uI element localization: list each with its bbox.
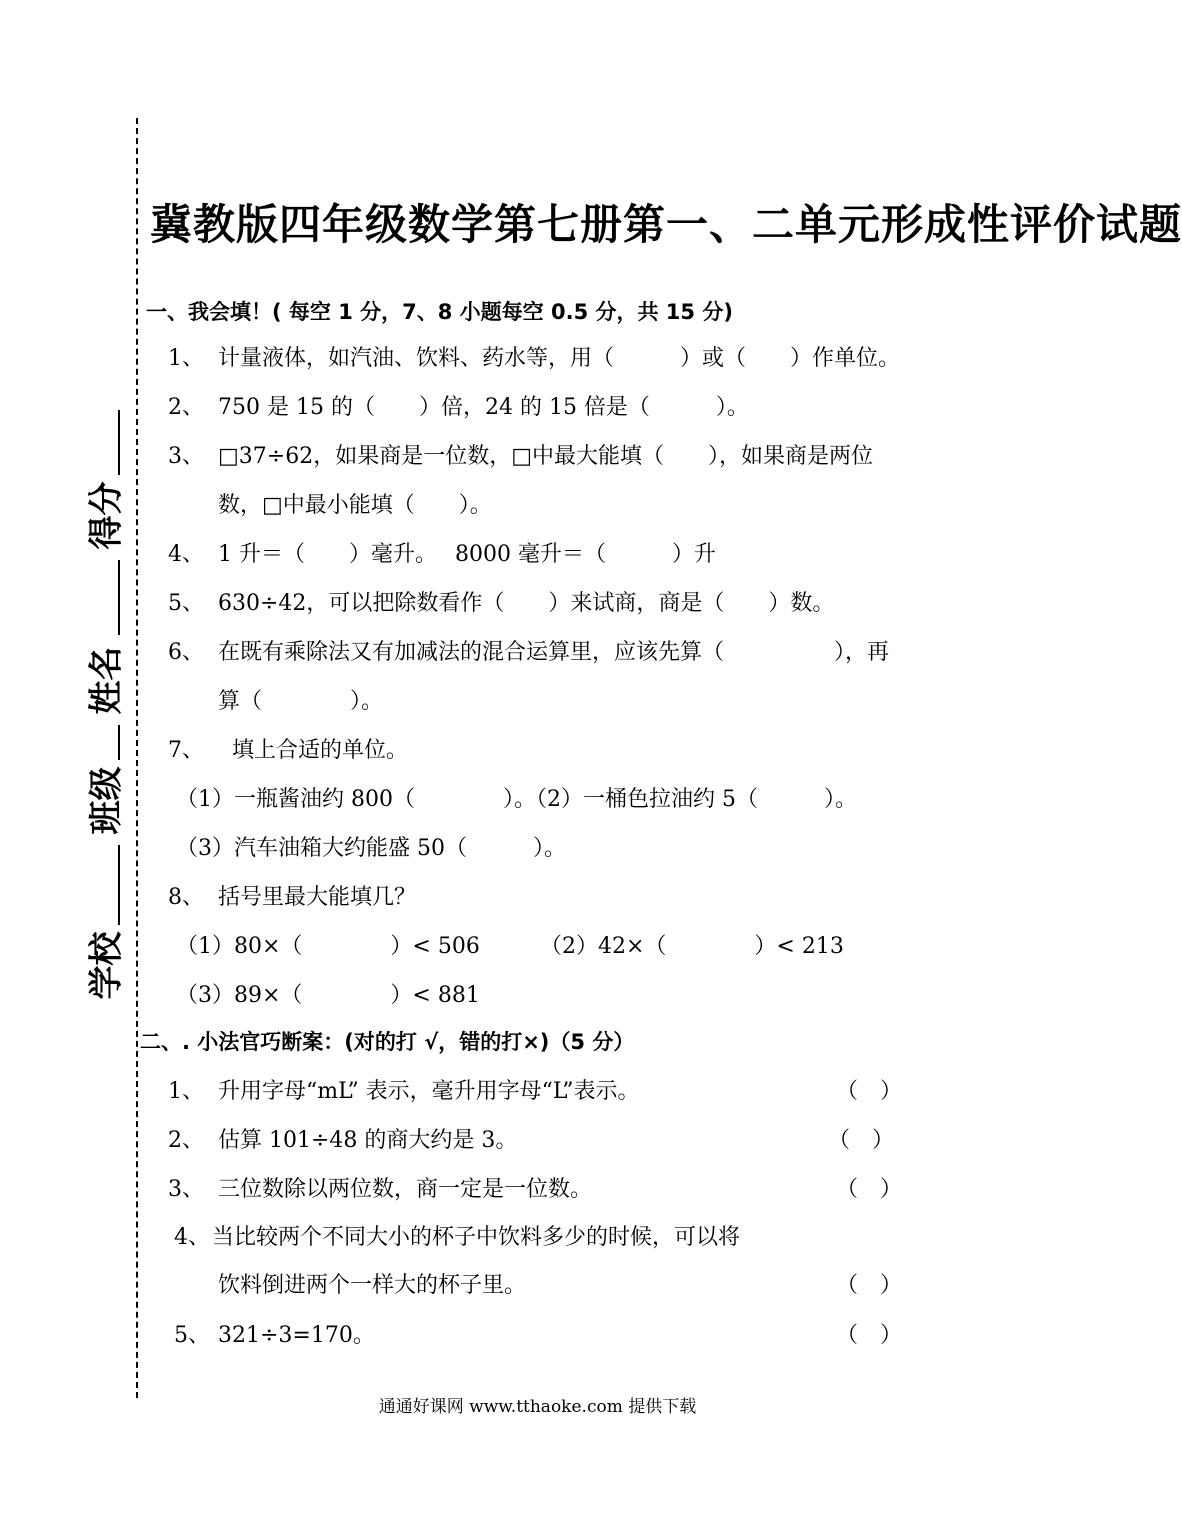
fill-item-8-sub2: （3）89×（ ）< 881	[176, 983, 480, 1008]
side-rule-score	[118, 410, 120, 475]
section1-heading: 一、我会填！( 每空 1 分，7、8 小题每空 0.5 分，共 15 分)	[146, 300, 733, 324]
item-number: 1、	[168, 346, 204, 371]
fill-item-8-sub1b: （2）42×（ ）< 213	[540, 934, 844, 959]
side-rule-school	[118, 845, 120, 925]
section2-heading: 二、. 小法官巧断案：(对的打 √，错的打×)（5 分）	[140, 1030, 635, 1054]
item-number: 5、	[174, 1323, 210, 1348]
item-number: 2、	[168, 395, 204, 420]
answer-paren: （ ）	[836, 1323, 903, 1348]
side-rule-name	[118, 560, 120, 635]
item-number: 3、	[168, 444, 204, 469]
judge-item-5: 321÷3=170。	[218, 1323, 375, 1348]
footer-credit: 通通好课网 www.tthaoke.com 提供下载	[378, 1397, 697, 1417]
item-number: 5、	[168, 591, 204, 616]
item-number: 1、	[168, 1079, 204, 1104]
judge-item-4: 当比较两个不同大小的杯子中饮料多少的时候，可以将	[212, 1225, 741, 1250]
fill-item-3-cont: 数，□中最小能填（ ）。	[218, 493, 492, 518]
item-number: 8、	[168, 885, 204, 910]
answer-paren: （ ）	[828, 1128, 895, 1153]
side-label-school: 学校	[86, 931, 127, 999]
item-number: 3、	[168, 1177, 204, 1202]
judge-item-2: 估算 101÷48 的商大约是 3。	[218, 1128, 518, 1153]
answer-paren: （ ）	[836, 1273, 903, 1298]
side-label-name: 姓名	[86, 646, 127, 714]
answer-paren: （ ）	[836, 1177, 903, 1202]
fill-item-4: 1 升＝（ ）毫升。 8000 毫升＝（ ）升	[218, 542, 716, 567]
fill-item-3: □37÷62，如果商是一位数，□中最大能填（ ），如果商是两位	[218, 444, 873, 469]
item-number: 4、	[168, 542, 204, 567]
fill-item-7-sub1: （1）一瓶酱油约 800（ ）。（2）一桶色拉油约 5（ ）。	[176, 787, 857, 812]
answer-paren: （ ）	[836, 1079, 903, 1104]
side-label-score: 得分	[86, 481, 127, 549]
fill-item-1: 计量液体，如汽油、饮料、药水等，用（ ）或（ ）作单位。	[218, 346, 901, 371]
fill-item-6: 在既有乘除法又有加减法的混合运算里，应该先算（ ），再	[218, 640, 890, 665]
judge-item-4-cont: 饮料倒进两个一样大的杯子里。	[218, 1273, 527, 1298]
item-number: 2、	[168, 1128, 204, 1153]
fill-item-7: 填上合适的单位。	[232, 738, 409, 763]
fill-item-5: 630÷42，可以把除数看作（ ）来试商，商是（ ）数。	[218, 591, 835, 616]
binding-dashed-line	[136, 118, 138, 1398]
side-label-class: 班级	[86, 766, 127, 834]
fill-item-6-cont: 算（ ）。	[218, 689, 384, 714]
fill-item-2: 750 是 15 的（ ）倍，24 的 15 倍是（ ）。	[218, 395, 749, 420]
page-title: 冀教版四年级数学第七册第一、二单元形成性评价试题	[150, 200, 1182, 249]
judge-item-3: 三位数除以两位数，商一定是一位数。	[218, 1177, 593, 1202]
fill-item-7-sub2: （3）汽车油箱大约能盛 50（ ）。	[176, 836, 566, 861]
fill-item-8-sub1a: （1）80×（ ）< 506	[176, 934, 480, 959]
item-number: 7、	[168, 738, 204, 763]
fill-item-8: 括号里最大能填几？	[218, 885, 417, 910]
judge-item-1: 升用字母“mL” 表示，毫升用字母“L”表示。	[218, 1079, 640, 1104]
item-number: 6、	[168, 640, 204, 665]
side-rule-class	[118, 725, 120, 760]
item-number: 4、	[174, 1225, 210, 1250]
